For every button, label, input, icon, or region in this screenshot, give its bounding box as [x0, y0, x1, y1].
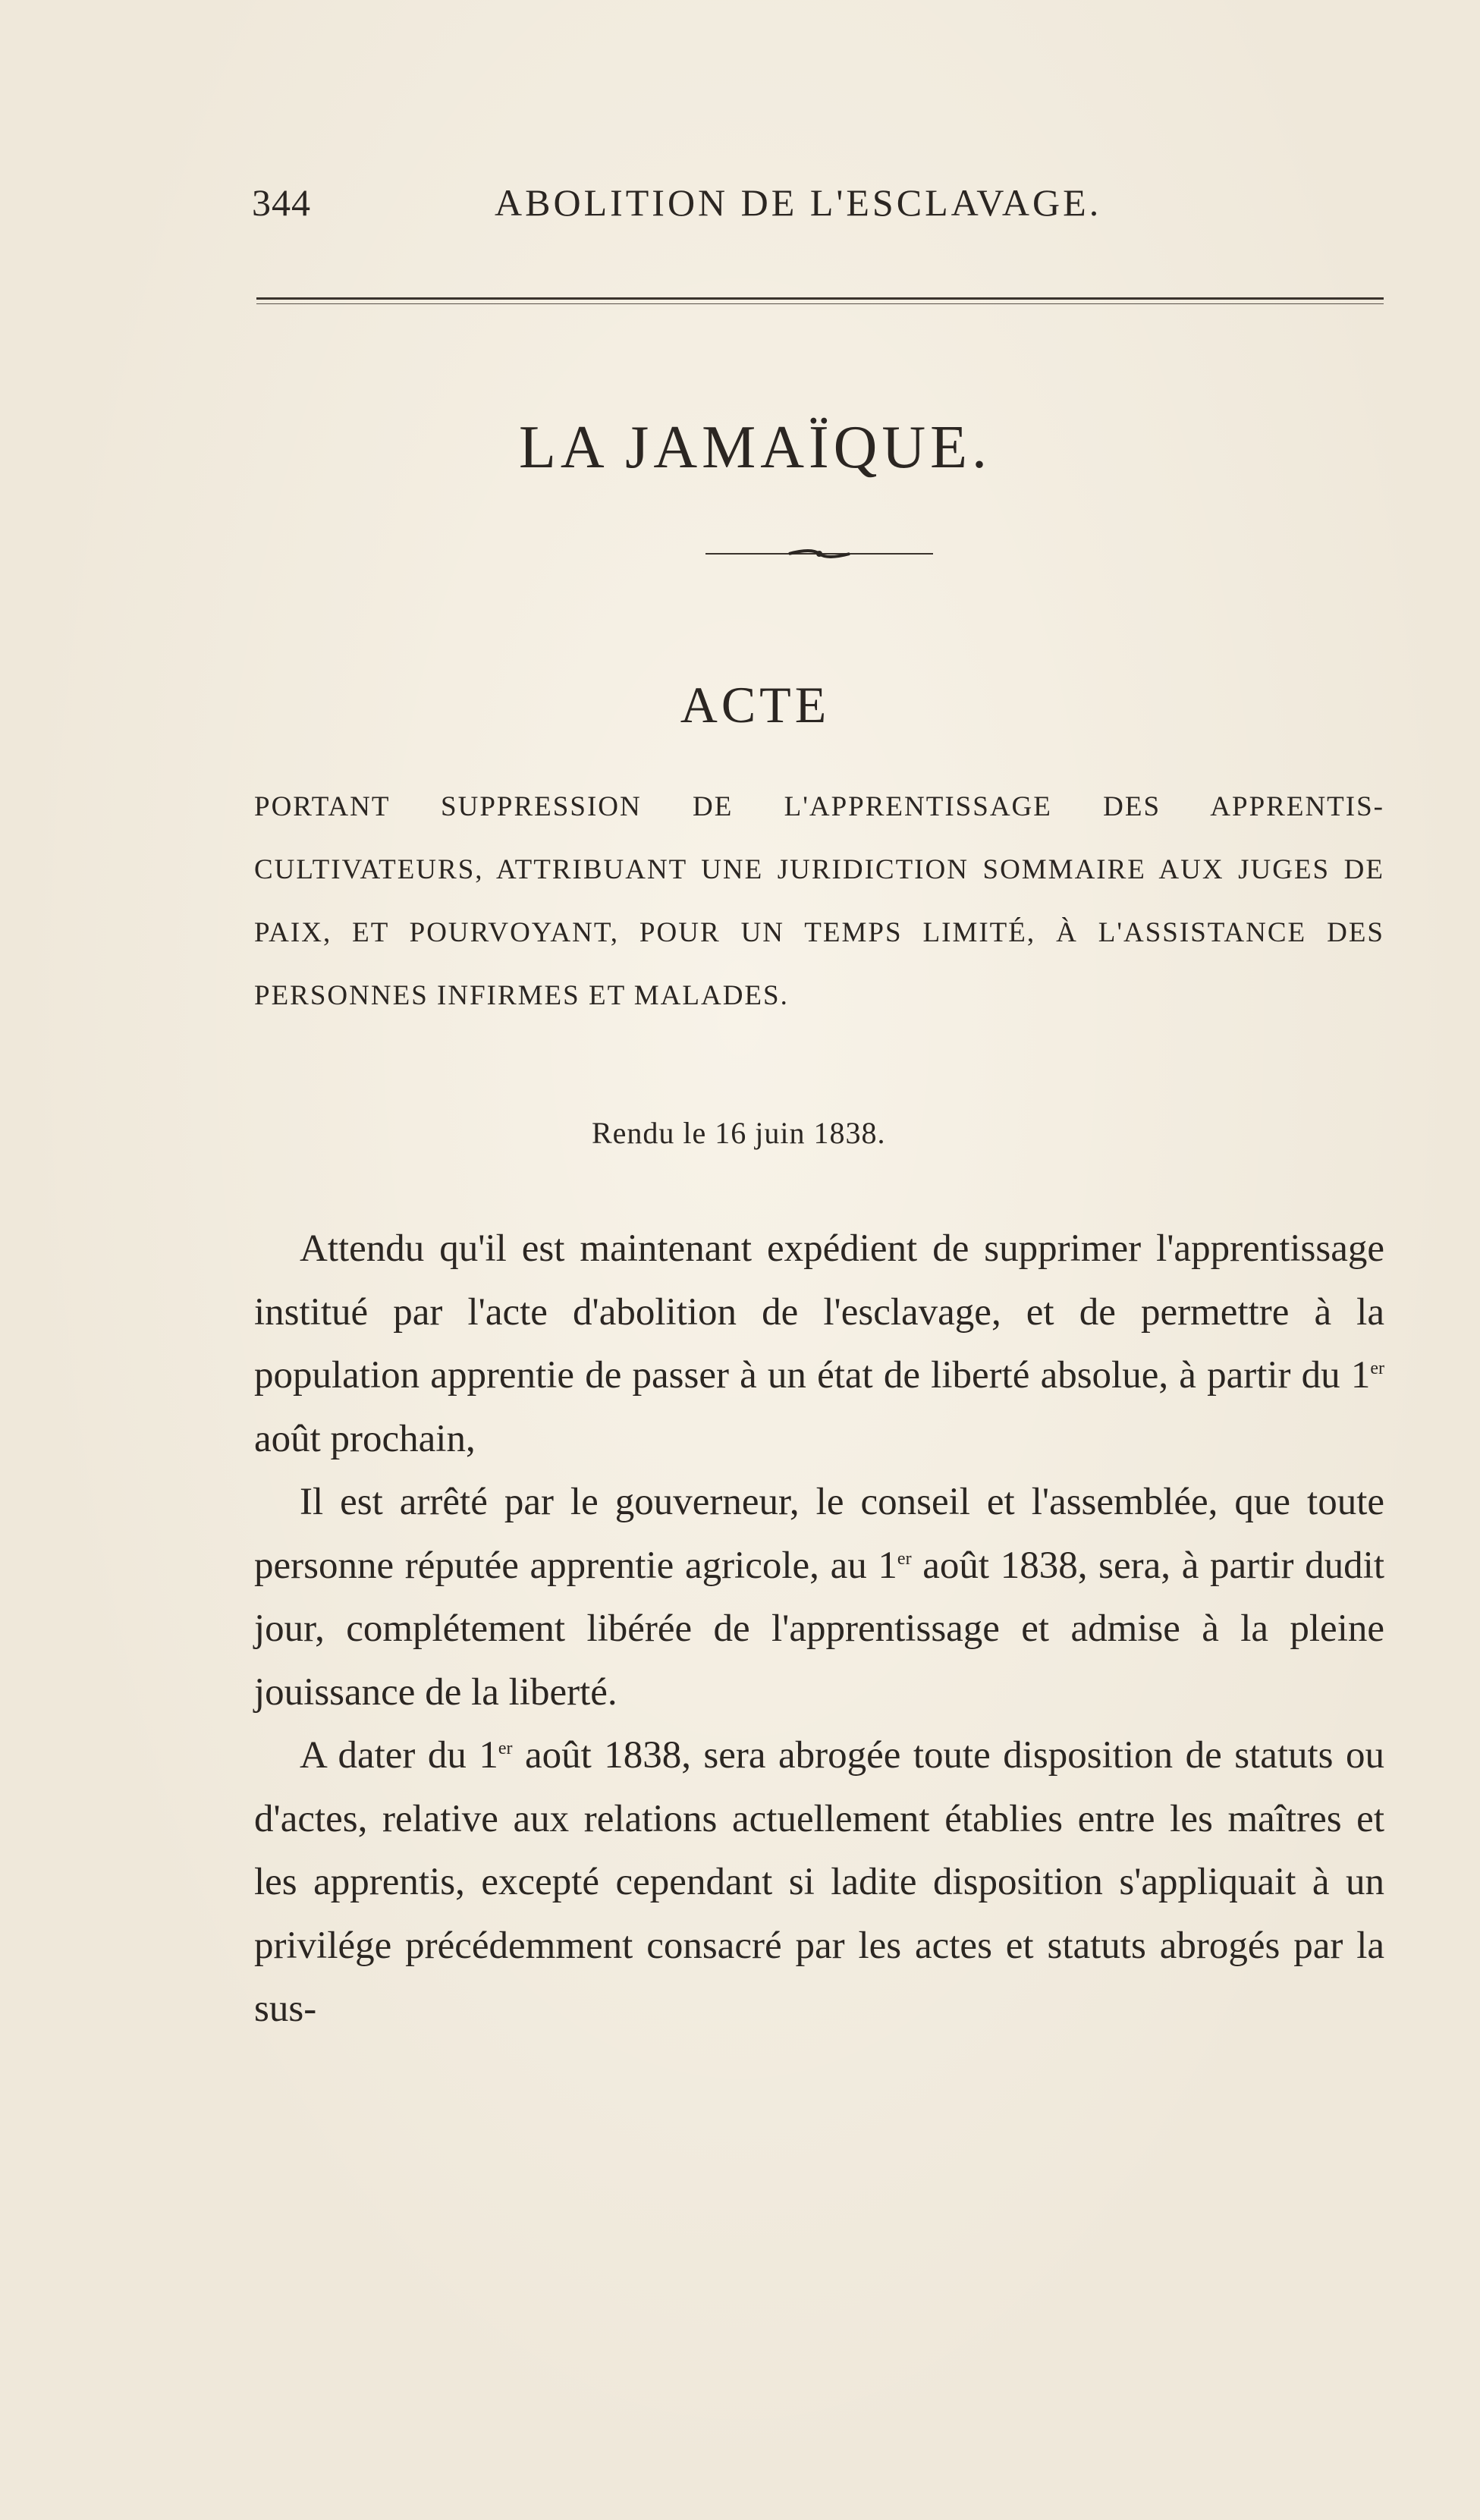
section-title: LA JAMAÏQUE.: [518, 414, 992, 481]
acte-title: ACTE: [680, 676, 831, 734]
paragraph-1-text: Attendu qu'il est maintenant expédient de supprimer l'apprentissage institué par l'acte d'abolition de l'esclavage, et de permettre à la population apprentie de passer à un état de liberté absolue, à partir du 1: [254, 1227, 1384, 1397]
superscript: er: [897, 1548, 912, 1569]
paragraph-3-text: A dater du 1: [300, 1734, 498, 1777]
running-head: [252, 181, 1381, 234]
page-number: 344: [252, 181, 311, 224]
paragraph-2-end: août 1838, sera, à partir dudit jour, complétement libérée de l'apprentissage et admise à la pleine jouissance de la liberté.: [254, 1544, 1384, 1714]
paragraph-3: [254, 1724, 1384, 2041]
superscript: er: [1370, 1359, 1384, 1378]
acte-date: Rendu le 16 juin 1838.: [592, 1116, 886, 1150]
running-title: ABOLITION DE L'ESCLAVAGE.: [495, 181, 1102, 224]
paragraph-3-end: août 1838, sera abrogée toute disposition de statuts ou d'actes, relative aux relations actuellement établies entre les maîtres et les apprentis, excepté cependant si ladite disposition s'appliquait à un privilége précédemment consacré par les actes et statuts abrogés par la sus-: [254, 1734, 1384, 2030]
body-text: [254, 1218, 1384, 2041]
paragraph-2-text: Il est arrêté par le gouverneur, le conseil et l'assemblée, que toute personne réputée apprentie agricole, au 1: [254, 1481, 1384, 1587]
header-rule: [256, 297, 1384, 300]
ornament-divider: [705, 546, 933, 561]
header-rule-thin: [256, 303, 1384, 304]
superscript: er: [498, 1739, 513, 1758]
paragraph-1: [254, 1218, 1384, 1471]
paragraph-2: [254, 1471, 1384, 1724]
paragraph-1-end: août prochain,: [254, 1417, 476, 1460]
acte-subtitle: PORTANT SUPPRESSION DE L'APPRENTISSAGE DES APPRENTIS-CULTIVATEURS, ATTRIBUANT UNE JURIDICTION SOMMAIRE AUX JUGES DE PAIX, ET POURVOYANT, POUR UN TEMPS LIMITÉ, À L'ASSISTANCE DES PERSONNES INFIRMES ET MALADES.: [254, 791, 1384, 1011]
